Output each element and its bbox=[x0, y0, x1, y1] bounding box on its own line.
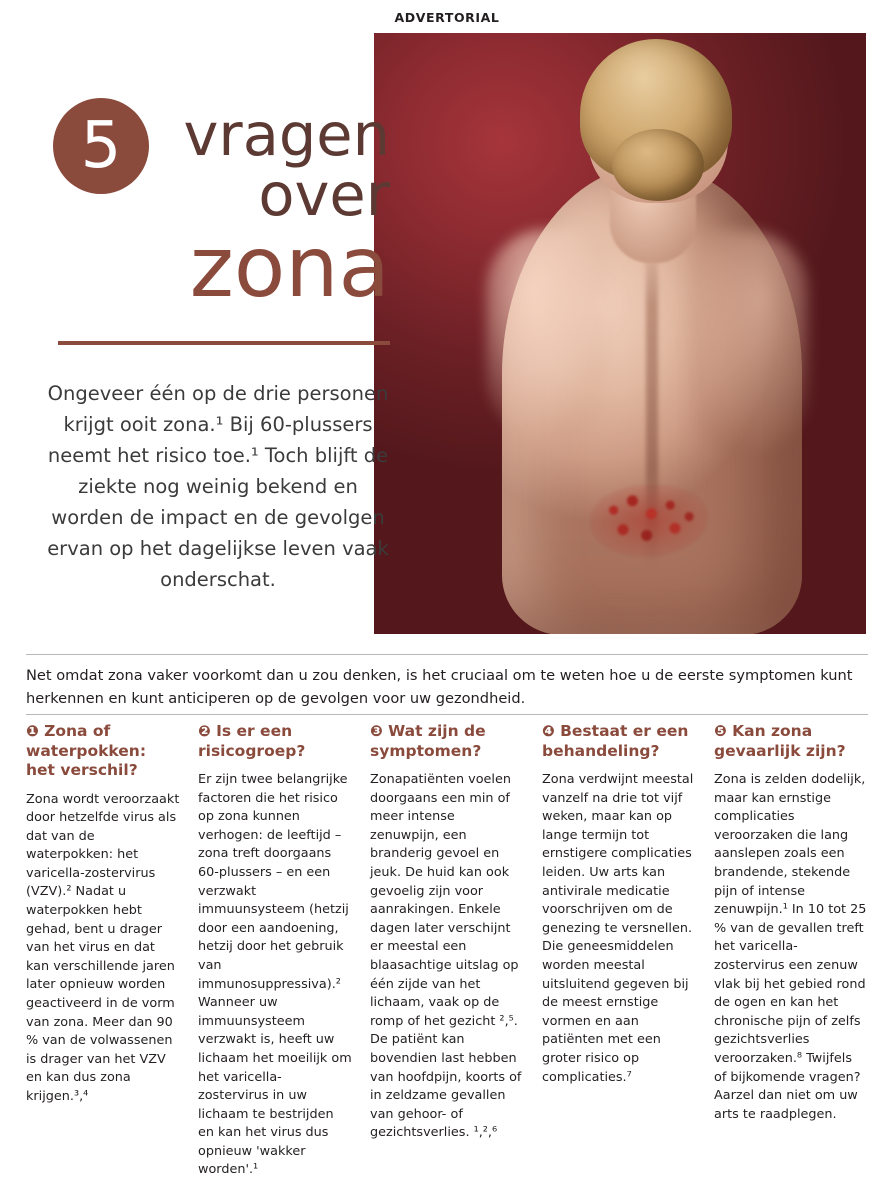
hero-title-line3: zona bbox=[189, 218, 390, 316]
hero-title-line1: vragen bbox=[183, 100, 390, 169]
photo-hair-bun bbox=[612, 129, 704, 201]
question-heading-2 bbox=[198, 722, 352, 761]
question-body-4: Zona verdwijnt meestal vanzelf na drie tot vijf weken, maar kan op lange termijn tot ernstigere complicaties leiden. Uw arts kan antivirale medicatie voorschrijven om de genezing te versnellen. Die geneesmiddelen worden meestal uitsluitend gegeven bij de meest ernstige vormen en aan patiënten met een groter risico op complicaties.⁷ bbox=[542, 772, 694, 1085]
hero-photo bbox=[374, 33, 866, 634]
question-heading-text-5: Kan zona gevaarlijk zijn? bbox=[714, 722, 846, 760]
question-number-4: ❹ bbox=[542, 722, 555, 740]
divider-bottom bbox=[26, 714, 868, 715]
photo-shoulder-left bbox=[486, 229, 606, 439]
question-number-2: ❷ bbox=[198, 722, 211, 740]
question-body-2: Er zijn twee belangrijke factoren die het risico op zona kunnen verhogen: de leeftijd – zona treft doorgaans 60-plussers – en een verzwakt immuunsysteem (hetzij door een aandoening, hetzij door het gebruik van immunosuppressiva).² Wanneer uw immuunsysteem verzwakt is, heeft uw lichaam het moeilijk om het varicella-zostervirus in uw lichaam te bestrijden en kan het virus dus opnieuw 'wakker worden'.¹ bbox=[198, 772, 352, 1178]
question-heading-5 bbox=[714, 722, 868, 761]
question-column-3 bbox=[370, 722, 524, 1180]
photo-shoulder-right bbox=[690, 231, 808, 451]
advertorial-label: ADVERTORIAL bbox=[394, 10, 500, 25]
question-column-4 bbox=[542, 722, 696, 1180]
question-column-1 bbox=[26, 722, 180, 1180]
question-heading-text-1: Zona of waterpokken: het verschil? bbox=[26, 722, 147, 779]
question-column-5 bbox=[714, 722, 868, 1180]
question-body-3: Zonapatiënten voelen doorgaans een min of meer intense zenuwpijn, een branderig gevoel en jeuk. De huid kan ook gevoelig zijn voor aanrakingen. Enkele dagen later verschijnt er meestal een blaasachtige uitslag op één zijde van het lichaam, vaak op de romp of het gezicht ²,⁵. De patiënt kan bovendien last hebben van hoofdpijn, koorts of in zeldzame gevallen van gehoor- of gezichtsverlies. ¹,²,⁶ bbox=[370, 772, 522, 1141]
lead-paragraph: Net omdat zona vaker voorkomt dan u zou denken, is het cruciaal om te weten hoe u de eerste symptomen kunt herkennen en kunt anticiperen op de gevolgen voor uw gezondheid. bbox=[26, 667, 853, 707]
question-number-1: ❶ bbox=[26, 722, 39, 740]
question-column-2 bbox=[198, 722, 352, 1180]
question-heading-4 bbox=[542, 722, 696, 761]
question-body-1: Zona wordt veroorzaakt door hetzelfde virus als dat van de waterpokken: het varicella-zostervirus (VZV).² Nadat u waterpokken hebt gehad, bent u drager van het virus en dat kan verschillende jaren later opnieuw worden geactiveerd in de vorm van zona. Meer dan 90 % van de volwassenen is drager van het VZV en kan dus zona krijgen.³,⁴ bbox=[26, 791, 180, 1104]
question-heading-text-3: Wat zijn de symptomen? bbox=[370, 722, 486, 760]
question-heading-3 bbox=[370, 722, 524, 761]
hero-rule bbox=[58, 341, 390, 345]
question-number-3: ❸ bbox=[370, 722, 383, 740]
question-body-5: Zona is zelden dodelijk, maar kan ernstige complicaties veroorzaken die lang aanslepen zoals een brandende, stekende pijn of intense zenuwpijn.¹ In 10 tot 25 % van de gevallen treft het varicella-zostervirus een zenuw vlak bij het gebied rond de ogen en kan het chronische pijn of zelfs gezichtsverlies veroorzaken.⁸ Twijfels of bijkomende vragen? Aarzel dan niet om uw arts te raadplegen. bbox=[714, 772, 867, 1122]
question-number-5: ❺ bbox=[714, 722, 727, 740]
hero-title bbox=[60, 100, 390, 316]
hero-title-line2: over bbox=[258, 160, 390, 229]
hero-numeral-badge: 5 bbox=[53, 98, 149, 194]
question-heading-text-2: Is er een risicogroep? bbox=[198, 722, 306, 760]
question-heading-text-4: Bestaat er een behandeling? bbox=[542, 722, 689, 760]
question-heading-1 bbox=[26, 722, 180, 781]
divider-top bbox=[26, 654, 868, 655]
hero-intro-text: Ongeveer één op de drie personen krijgt ooit zona.¹ Bij 60-plussers neemt het risico toe.¹ Toch blijft de ziekte nog weinig bekend en worden de impact en de gevolgen ervan op het dagelijkse leven vaak onderschat. bbox=[47, 382, 389, 591]
question-columns bbox=[26, 722, 874, 1180]
